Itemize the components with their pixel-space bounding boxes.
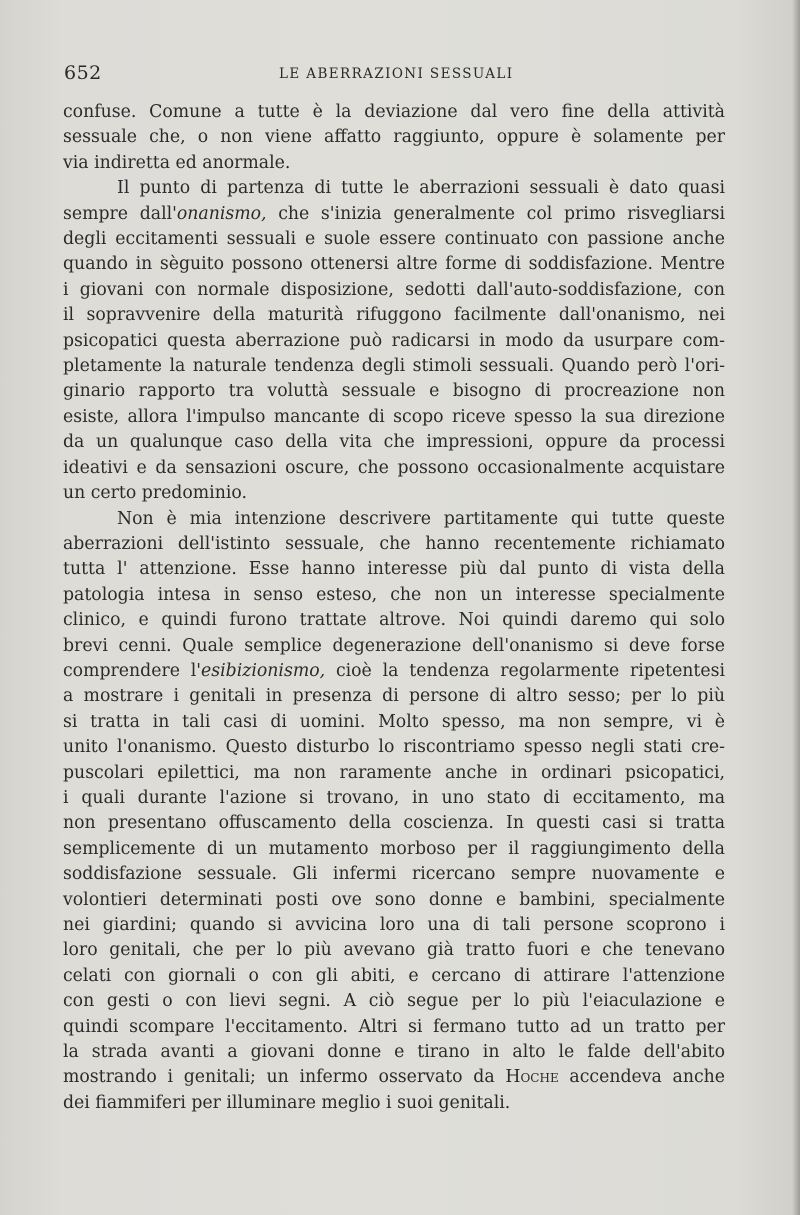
text-line: sessuale che, o non viene affatto raggiunto, oppure è solamente per bbox=[63, 127, 725, 148]
text-line: dei fiammiferi per illuminare meglio i suoi genitali. bbox=[63, 1092, 511, 1113]
text-line: psicopatici questa aberrazione può radicarsi in modo da usurpare com- bbox=[63, 330, 725, 351]
text-line: brevi cenni. Quale semplice degenerazione dell'onanismo si deve forse bbox=[63, 635, 725, 656]
page-number: 652 bbox=[64, 62, 102, 84]
text-line: non presentano offuscamento della coscienza. In questi casi si tratta bbox=[63, 813, 725, 834]
text-line: si tratta in tali casi di uomini. Molto spesso, ma non sempre, vi è bbox=[63, 711, 725, 732]
italic-term-esibizionismo: esibizionismo, bbox=[201, 660, 326, 681]
text-line: ginario rapporto tra voluttà sessuale e bisogno di procreazione non bbox=[63, 381, 725, 402]
text-line: da un qualunque caso della vita che impressioni, oppure da processi bbox=[63, 432, 725, 453]
text-line: la strada avanti a giovani donne e tirano in alto le falde dell'abito bbox=[63, 1042, 725, 1063]
text-line: ideativi e da sensazioni oscure, che possono occasionalmente acquistare bbox=[63, 457, 725, 478]
text-line: celati con giornali o con gli abiti, e cercano di attirare l'attenzione bbox=[63, 965, 725, 986]
text-line: esiste, allora l'impulso mancante di scopo riceve spesso la sua direzione bbox=[63, 406, 725, 427]
text-line: semplicemente di un mutamento morboso per il raggiungimento della bbox=[63, 838, 725, 859]
text-line: quindi scompare l'eccitamento. Altri si fermano tutto ad un tratto per bbox=[63, 1016, 725, 1037]
text-line: un certo predominio. bbox=[63, 483, 247, 504]
text-line: a mostrare i genitali in presenza di persone di altro sesso; per lo più bbox=[63, 686, 725, 707]
text-line: aberrazioni dell'istinto sessuale, che hanno recentemente richiamato bbox=[63, 533, 725, 554]
text-line: soddisfazione sessuale. Gli infermi ricercano sempre nuovamente e bbox=[63, 864, 725, 885]
text-segment: comprendere l' bbox=[63, 660, 202, 681]
text-line: i quali durante l'azione si trovano, in uno stato di eccitamento, ma bbox=[63, 787, 725, 808]
text-line: nei giardini; quando si avvicina loro una di tali persone scoprono i bbox=[63, 915, 725, 935]
running-title: LE ABERRAZIONI SESSUALI bbox=[279, 66, 514, 82]
text-line bbox=[63, 1065, 725, 1090]
text-segment: cioè la tendenza regolarmente ripetentesi bbox=[325, 660, 725, 681]
text-line bbox=[63, 202, 725, 227]
text-segment: sempre dall' bbox=[63, 203, 177, 224]
text-segment: mostrando i genitali; un infermo osservato da bbox=[63, 1067, 506, 1088]
text-line: i giovani con normale disposizione, sedotti dall'auto-soddisfazione, con bbox=[63, 279, 725, 300]
text-line: quando in sèguito possono ottenersi altre forme di soddisfazione. Mentre bbox=[63, 254, 725, 275]
text-line bbox=[63, 659, 725, 684]
text-line: Non è mia intenzione descrivere partitamente qui tutte queste bbox=[117, 508, 725, 529]
text-line: via indiretta ed anormale. bbox=[63, 152, 291, 173]
text-line: volontieri determinati posti ove sono donne e bambini, specialmente bbox=[63, 889, 725, 910]
author-name-hoche: Hoche bbox=[505, 1067, 559, 1088]
text-line: pletamente la naturale tendenza degli stimoli sessuali. Quando però l'ori- bbox=[63, 356, 725, 377]
text-line: con gesti o con lievi segni. A ciò segue per lo più l'eiaculazione e bbox=[63, 991, 725, 1012]
text-line: patologia intesa in senso esteso, che non un interesse specialmente bbox=[63, 584, 725, 605]
text-line: confuse. Comune a tutte è la deviazione dal vero fine della attività bbox=[63, 102, 725, 122]
running-head bbox=[64, 62, 724, 92]
text-segment: che s'inizia generalmente col primo risvegliarsi bbox=[266, 203, 726, 224]
text-segment: accendeva anche bbox=[558, 1067, 725, 1088]
italic-term-onanismo: onanismo, bbox=[176, 203, 267, 224]
text-line: tutta l' attenzione. Esse hanno interesse più dal punto di vista della bbox=[63, 559, 725, 580]
body-text bbox=[63, 100, 725, 1116]
text-line: unito l'onanismo. Questo disturbo lo riscontriamo spesso negli stati cre- bbox=[63, 737, 725, 758]
text-line: puscolari epilettici, ma non raramente anche in ordinari psicopatici, bbox=[63, 762, 725, 783]
text-line: degli eccitamenti sessuali e suole essere continuato con passione anche bbox=[63, 229, 725, 250]
text-line: loro genitali, che per lo più avevano già tratto fuori e che tenevano bbox=[63, 940, 725, 961]
text-line: clinico, e quindi furono trattate altrove. Noi quindi daremo qui solo bbox=[63, 610, 725, 631]
text-line: il sopravvenire della maturità rifuggono facilmente dall'onanismo, nei bbox=[63, 305, 725, 326]
text-line: Il punto di partenza di tutte le aberrazioni sessuali è dato quasi bbox=[117, 178, 725, 199]
